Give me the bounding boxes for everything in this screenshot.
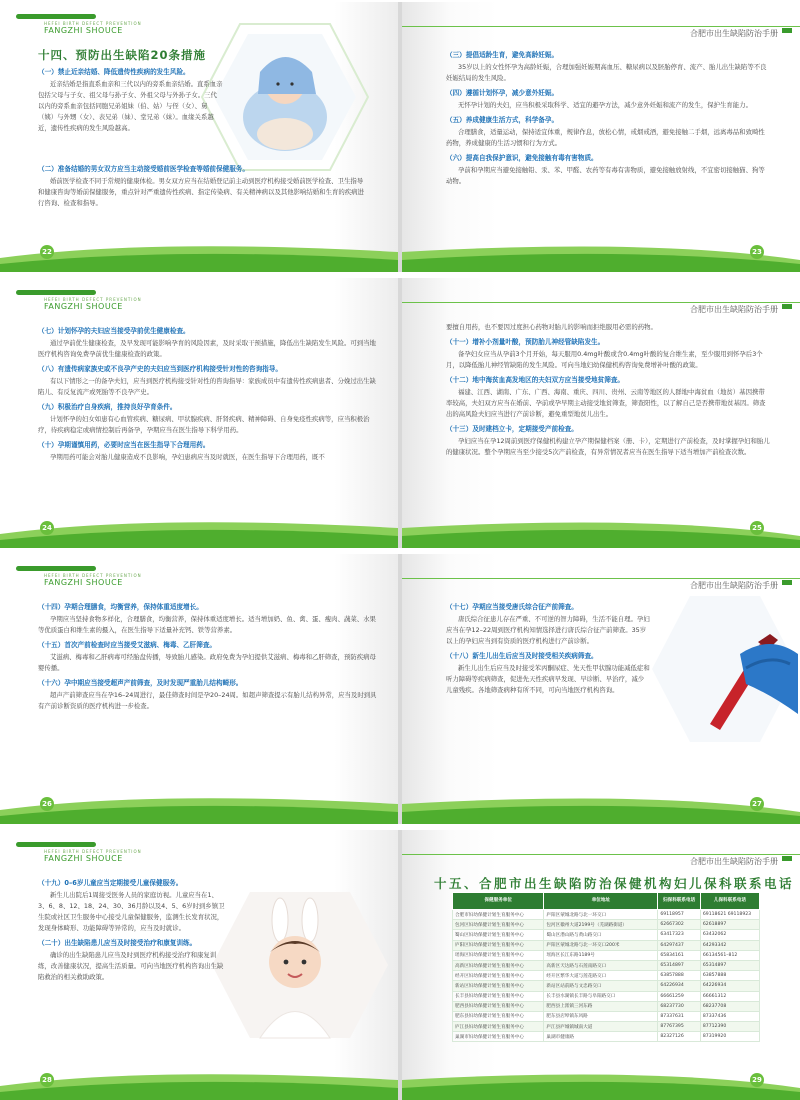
page-left xyxy=(0,278,398,548)
table-row xyxy=(453,1011,760,1021)
table-row xyxy=(453,1001,760,1011)
contact-table-wrap xyxy=(452,892,760,1042)
green-wave-footer xyxy=(402,238,800,272)
page-number: 25 xyxy=(750,521,764,535)
measure-body: 孕期用药可能会对胎儿健康造成不良影响，孕妇患病应当及时就医，在医生指导下合理用药，既不 xyxy=(50,453,325,461)
table-cell: 高新区妇幼保健计划生育服务中心 xyxy=(453,960,544,970)
header-rule xyxy=(402,302,800,303)
table-cell: 63417323 xyxy=(658,930,701,940)
logo-leaf-bar xyxy=(16,842,96,847)
table-row xyxy=(453,930,760,940)
page-content xyxy=(446,598,650,699)
table-cell: 87337436 xyxy=(700,1011,759,1021)
header-accent xyxy=(782,28,792,33)
table-cell: 长丰县水湖镇长丰路与阜阳路交口 xyxy=(544,991,658,1001)
table-cell: 69118621 69118923 xyxy=(700,910,759,920)
page-content xyxy=(38,874,228,986)
measure-heading: （三）提倡适龄生育，避免高龄妊娠。 xyxy=(446,51,559,59)
table-cell: 肥西县上派镇三河东路 xyxy=(544,1001,658,1011)
logo-leaf-bar xyxy=(16,290,96,295)
table-cell: 瑶海区长江东路1189号 xyxy=(544,950,658,960)
table-cell: 82327126 xyxy=(658,1032,701,1042)
page-number: 22 xyxy=(40,245,54,259)
table-cell: 蜀山区妇幼保健计划生育服务中心 xyxy=(453,930,544,940)
measure-body: 孕期应当坚持食物多样化，合理膳食，均衡营养，保持体重适度增长。适当增加奶、鱼、禽、蛋、瘦肉、蔬菜、水果等优质蛋白和维生素的摄入，在医生指导下适量补充钙、铁等营养素。 xyxy=(38,615,376,634)
table-cell: 庐阳区蒙城北路与北一环交口200米 xyxy=(544,940,658,950)
measure-heading: （十三）及时建档立卡，定期接受产前检查。 xyxy=(446,425,578,433)
spread-28-29 xyxy=(0,830,800,1100)
table-row xyxy=(453,960,760,970)
header-title: 合肥市出生缺陷防治手册 xyxy=(690,29,778,38)
table-cell: 巢湖市健康路 xyxy=(544,1032,658,1042)
measure-heading: （二）准备结婚的男女双方应当主动接受婚前医学检查等婚前保健服务。 xyxy=(38,165,249,173)
logo-en: FANGZHI SHOUCE xyxy=(44,26,123,35)
green-wave-footer xyxy=(402,1066,800,1100)
measure-heading: （十五）首次产前检查时应当接受艾滋病、梅毒、乙肝筛查。 xyxy=(38,641,217,649)
table-row xyxy=(453,1022,760,1032)
brand-logo xyxy=(10,842,142,863)
table-cell: 巢湖市妇幼保健计划生育服务中心 xyxy=(453,1032,544,1042)
table-cell: 63857888 xyxy=(658,971,701,981)
table-cell: 66661312 xyxy=(700,991,759,1001)
page-number: 23 xyxy=(750,245,764,259)
table-row xyxy=(453,910,760,920)
table-cell: 包河区妇幼保健计划生育服务中心 xyxy=(453,920,544,930)
table-cell: 经开区妇幼保健计划生育服务中心 xyxy=(453,971,544,981)
measure-heading: （十四）孕期合理膳食，均衡营养，保持体重适度增长。 xyxy=(38,603,203,611)
page-content xyxy=(446,322,770,461)
page-left xyxy=(0,830,398,1100)
measure-body: 福建、江西、湖南、广东、广西、海南、重庆、四川、贵州、云南等地区的人群地中海贫血（地贫）基因携带率较高，夫妇双方应当在婚前、孕前或孕早期主动接受地贫筛查，筛查阳性，以了解自己是否携带地贫基因。筛查出的高风险夫妇应当进行产前诊断，避免重型地贫儿出生。 xyxy=(446,388,766,418)
page-right xyxy=(402,830,800,1100)
section-title: 十四、预防出生缺陷20条措施 xyxy=(38,48,207,62)
table-cell: 蜀山区潜山路与黄山路交口 xyxy=(544,930,658,940)
measure-heading: （九）积极治疗自身疾病，推持良好孕育条件。 xyxy=(38,403,177,411)
logo-en: FANGZHI SHOUCE xyxy=(44,578,123,587)
logo-en: FANGZHI SHOUCE xyxy=(44,854,123,863)
page-left xyxy=(0,2,398,272)
table-row xyxy=(453,981,760,991)
contact-table xyxy=(452,892,760,1042)
table-cell: 66661259 xyxy=(658,991,701,1001)
page-number: 29 xyxy=(750,1073,764,1087)
green-wave-footer xyxy=(402,514,800,548)
logo-cn: HEFEI BIRTH DEFECT PREVENTION xyxy=(44,21,142,26)
measure-heading: （十六）孕中期应当接受超声产前筛查，及时发现严重胎儿结构畸形。 xyxy=(38,679,243,687)
measure-heading: （七）计划怀孕的夫妇应当接受孕前优生健康检查。 xyxy=(38,327,190,335)
table-row xyxy=(453,991,760,1001)
page-number: 28 xyxy=(40,1073,54,1087)
spread-24-25 xyxy=(0,278,800,548)
table-cell: 庐江县庐城镇城南大道 xyxy=(544,1022,658,1032)
green-wave-footer xyxy=(0,238,398,272)
measure-body: 近亲结婚是指直系血亲和三代以内的旁系血亲结婚。直系血亲包括父母与子女、祖父母与孙子女、外祖父母与外孙子女。三代以内的旁系血亲包括同胞兄弟姐妹（伯、姑）与侄（女）、舅（姨）与外甥（女）、表兄弟（妹）、堂兄弟（妹）。血缘关系越近，遗传性疾病的发生风险越高。 xyxy=(38,80,223,132)
table-cell: 66134561–812 xyxy=(700,950,759,960)
logo-cn: HEFEI BIRTH DEFECT PREVENTION xyxy=(44,849,142,854)
table-header-row xyxy=(453,893,760,910)
table-cell: 瑶海区妇幼保健计划生育服务中心 xyxy=(453,950,544,960)
table-cell: 65834161 xyxy=(658,950,701,960)
table-cell: 68237730 xyxy=(658,1001,701,1011)
measure-heading: （一）禁止近亲结婚、降低遗传性疾病的发生风险。 xyxy=(38,68,190,76)
page-right xyxy=(402,554,800,824)
col-header-address: 单位地址 xyxy=(544,893,658,910)
measure-body: 唐氏综合征患儿存在严重、不可逆的智力障碍，生活不能自理。孕妇应当在孕12–22周到医疗机构知情选择进行唐氏综合征产前筛查。35岁以上的孕妇应当到有资质的医疗机构进行产前诊断。 xyxy=(446,615,650,645)
toddler-photo xyxy=(210,890,390,1040)
table-cell: 69118957 xyxy=(658,910,701,920)
table-cell: 65314897 xyxy=(658,960,701,970)
page-content xyxy=(38,322,378,466)
logo-en: FANGZHI SHOUCE xyxy=(44,302,123,311)
measure-body: 超声产前筛查应当在孕16–24周进行，最佳筛查时间是孕20–24周。如超声筛查提示有胎儿结构异常，应当及时到具有产前诊断资质的医疗机构进一步检查。 xyxy=(38,691,377,710)
measure-heading: （四）遵循计划怀孕，减少意外妊娠。 xyxy=(446,89,559,97)
measure-body: 35岁以上的女性怀孕为高龄妊娠，合理加强妊娠期高血压、糖尿病以及胚胎停育、流产、胎儿出生缺陷等不良妊娠结局的发生风险。 xyxy=(446,63,767,82)
table-cell: 庐阳区妇幼保健计划生育服务中心 xyxy=(453,940,544,950)
logo-cn: HEFEI BIRTH DEFECT PREVENTION xyxy=(44,573,142,578)
table-cell: 87767395 xyxy=(658,1022,701,1032)
col-header-women-phone: 妇保科联系电话 xyxy=(658,893,701,910)
header-accent xyxy=(782,304,792,309)
measure-heading: （二十）出生缺陷患儿应当及时接受治疗和康复训练。 xyxy=(38,939,197,947)
measure-heading: （十）孕期谨慎用药，必要时应当在医生指导下合理用药。 xyxy=(38,441,210,449)
spread-26-27 xyxy=(0,554,800,824)
measure-body: 有以下情形之一的备孕夫妇，应当到医疗机构接受针对性的咨询指导：家族成员中有遗传性疾病患者、分娩过出生缺陷儿、有反复流产或死胎等不良孕产史。 xyxy=(38,377,376,396)
green-wave-footer xyxy=(0,514,398,548)
table-cell: 肥西县妇幼保健计划生育服务中心 xyxy=(453,1001,544,1011)
measure-body: 通过孕前优生健康检查，及早发现可能影响孕育的风险因素，及时采取干预措施，降低出生缺陷发生风险。可到当地医疗机构咨询免费孕前优生健康检查的政策。 xyxy=(38,339,376,358)
page-right xyxy=(402,278,800,548)
table-cell: 62618897 xyxy=(700,920,759,930)
brand-logo xyxy=(10,566,142,587)
brand-logo xyxy=(10,14,142,35)
logo-cn: HEFEI BIRTH DEFECT PREVENTION xyxy=(44,297,142,302)
page-right xyxy=(402,2,800,272)
header-rule xyxy=(402,854,800,855)
table-cell: 庐江县妇幼保健计划生育服务中心 xyxy=(453,1022,544,1032)
page-content-lower xyxy=(38,160,368,212)
green-wave-footer xyxy=(0,790,398,824)
measure-body: 艾滋病、梅毒和乙肝病毒可经胎盘传播，导致胎儿感染。政府免费为孕妇提供艾滋病、梅毒和乙肝筛查，预防疾病母婴传播。 xyxy=(38,653,376,672)
table-cell: 经开区繁华大道与莲花路交口 xyxy=(544,971,658,981)
header-accent xyxy=(782,580,792,585)
measure-heading: （八）有遗传病家族史或不良孕产史的夫妇应当到医疗机构接受针对性的咨询指导。 xyxy=(38,365,282,373)
table-cell: 64297437 xyxy=(658,940,701,950)
table-row xyxy=(453,1032,760,1042)
measure-heading: （六）提高自我保护意识，避免接触有毒有害物质。 xyxy=(446,154,598,162)
page-left xyxy=(0,554,398,824)
measure-body: 计划怀孕的妇女如患有心血管疾病、糖尿病、甲状腺疾病、肝肾疾病、精神障碍、自身免疫性疾病等，应当积极治疗，待疾病稳定或病情控制后再备孕，孕期应当在医生指导下科学用药。 xyxy=(38,415,370,434)
table-cell: 肥东县妇幼保健计划生育服务中心 xyxy=(453,1011,544,1021)
table-cell: 长丰县妇幼保健计划生育服务中心 xyxy=(453,991,544,1001)
measure-heading: （十二）地中海贫血高发地区的夫妇双方应当接受地贫筛查。 xyxy=(446,376,625,384)
green-wave-footer xyxy=(0,1066,398,1100)
table-cell: 合肥市妇幼保健计划生育服务中心 xyxy=(453,910,544,920)
header-title: 合肥市出生缺陷防治手册 xyxy=(690,305,778,314)
page-content xyxy=(38,598,378,715)
table-cell: 新站区站前路与文忠路交口 xyxy=(544,981,658,991)
logo-leaf-bar xyxy=(16,14,96,19)
table-cell: 87337631 xyxy=(658,1011,701,1021)
page-number: 26 xyxy=(40,797,54,811)
table-cell: 63857888 xyxy=(700,971,759,981)
measure-body: 无怀孕计划的夫妇，应当积极采取科学、适宜的避孕方法，减少意外妊娠和流产的发生，保护生育能力。 xyxy=(458,101,752,109)
header-rule xyxy=(402,578,800,579)
page-content xyxy=(446,46,770,190)
table-cell: 庐阳区蒙城北路与北一环交口 xyxy=(544,910,658,920)
brand-logo xyxy=(10,290,142,311)
measure-body: 新生儿出生后应当及时接受苯丙酮尿症、先天性甲状腺功能减低症和听力障碍等疾病筛查，促进先天性疾病早发现、早诊断、早治疗，减少儿童残疾。各地筛查病种有所不同，可向当地医疗机构咨询。 xyxy=(446,664,650,694)
blood-sample-photo xyxy=(650,594,800,744)
table-row xyxy=(453,971,760,981)
measure-body: 要擅自用药，也不要因过度担心药物对胎儿的影响而拒绝服用必需的药物。 xyxy=(446,323,657,331)
page-number: 24 xyxy=(40,521,54,535)
table-cell: 65314897 xyxy=(700,960,759,970)
measure-heading: （十九）0–6岁儿童应当定期接受儿童保健服务。 xyxy=(38,879,183,887)
measure-body: 孕妇应当在孕12周前到医疗保健机构建立孕产期保健档案（册、卡），定期进行产前检查，及时掌握孕妇和胎儿的健康状况。整个孕期应当至少接受5次产前检查，有异常情况者应当在医生指导下适当增加产前检查次数。 xyxy=(446,437,770,456)
page-content xyxy=(38,50,223,137)
table-row xyxy=(453,920,760,930)
page-number: 27 xyxy=(750,797,764,811)
table-cell: 63432062 xyxy=(700,930,759,940)
table-cell: 68237708 xyxy=(700,1001,759,1011)
measure-heading: （十一）增补小剂量叶酸，预防胎儿神经管缺陷发生。 xyxy=(446,338,605,346)
col-header-child-phone: 儿保科联系电话 xyxy=(700,893,759,910)
col-header-unit: 保健服务单位 xyxy=(453,893,544,910)
measure-heading: （十七）孕期应当接受唐氏综合征产前筛查。 xyxy=(446,603,578,611)
spread-22-23 xyxy=(0,2,800,272)
contact-table-body xyxy=(453,910,760,1042)
measure-body: 孕前和孕期应当避免接触铅、汞、苯、甲醛、农药等有毒有害物质，避免接触放射线，不宜密切接触猫、狗等动物。 xyxy=(446,166,765,185)
green-wave-footer xyxy=(402,790,800,824)
measure-body: 合理膳食，适量运动，保持适宜体重，规律作息，放松心情，戒烟戒酒，避免接触二手烟，远离毒品和致畸性药物，养成健康的生活习惯和行为方式。 xyxy=(446,128,765,147)
table-cell: 87712390 xyxy=(700,1022,759,1032)
table-cell: 64226934 xyxy=(658,981,701,991)
table-cell: 包河区徽州大道2199号（芜湖路街道） xyxy=(544,920,658,930)
table-cell: 新站区妇幼保健计划生育服务中心 xyxy=(453,981,544,991)
header-title: 合肥市出生缺陷防治手册 xyxy=(690,857,778,866)
table-cell: 肥东县店埠镇东风路 xyxy=(544,1011,658,1021)
header-accent xyxy=(782,856,792,861)
header-rule xyxy=(402,26,800,27)
table-cell: 87319920 xyxy=(700,1032,759,1042)
table-cell: 62667302 xyxy=(658,920,701,930)
measure-heading: （十八）新生儿出生后应当及时接受相关疾病筛查。 xyxy=(446,652,598,660)
table-cell: 64293342 xyxy=(700,940,759,950)
measure-body: 确诊的出生缺陷患儿应当及时到医疗机构接受治疗和康复训练，改善健康状况，提高生活质量。可向当地医疗机构咨询出生缺陷救治的相关救助政策。 xyxy=(38,951,224,981)
header-title: 合肥市出生缺陷防治手册 xyxy=(690,581,778,590)
table-row xyxy=(453,940,760,950)
baby-photo-frame xyxy=(200,22,370,172)
measure-heading: （五）养成健康生活方式，科学备孕。 xyxy=(446,116,559,124)
logo-leaf-bar xyxy=(16,566,96,571)
measure-body: 新生儿出院后1周接受医务人员的家庭访视。儿童应当在1、3、6、8、12、18、24、30、36月龄以及4、5、6岁时到乡镇卫生院或社区卫生服务中心接受儿童保健服务，监测生长发育状况，发现身体畸形、功能障碍等异常的，应当及时就诊。 xyxy=(38,891,225,932)
table-cell: 高新区天达路与石莲南路交口 xyxy=(544,960,658,970)
contact-section-title: 十五、合肥市出生缺陷防治保健机构妇儿保科联系电话 xyxy=(434,876,795,891)
measure-body: 婚前医学检查不同于常规的健康体检。男女双方应当在结婚登记前主动到医疗机构接受婚前医学检查、卫生指导和健康咨询等婚前保健服务，重点针对严重遗传性疾病、指定传染病、有关精神病以及其他影响结婚和生育的疾病进行咨询、检查和指导。 xyxy=(38,177,364,207)
measure-body: 备孕妇女应当从孕前3个月开始，每天服用0.4mg叶酸或含0.4mg叶酸的复合维生素，至少服用到怀孕后3个月，以降低胎儿神经管缺陷的发生风险。可向当地妇幼保健机构咨询免费增补叶酸的政策。 xyxy=(446,350,763,369)
table-cell: 64226934 xyxy=(700,981,759,991)
table-row xyxy=(453,950,760,960)
